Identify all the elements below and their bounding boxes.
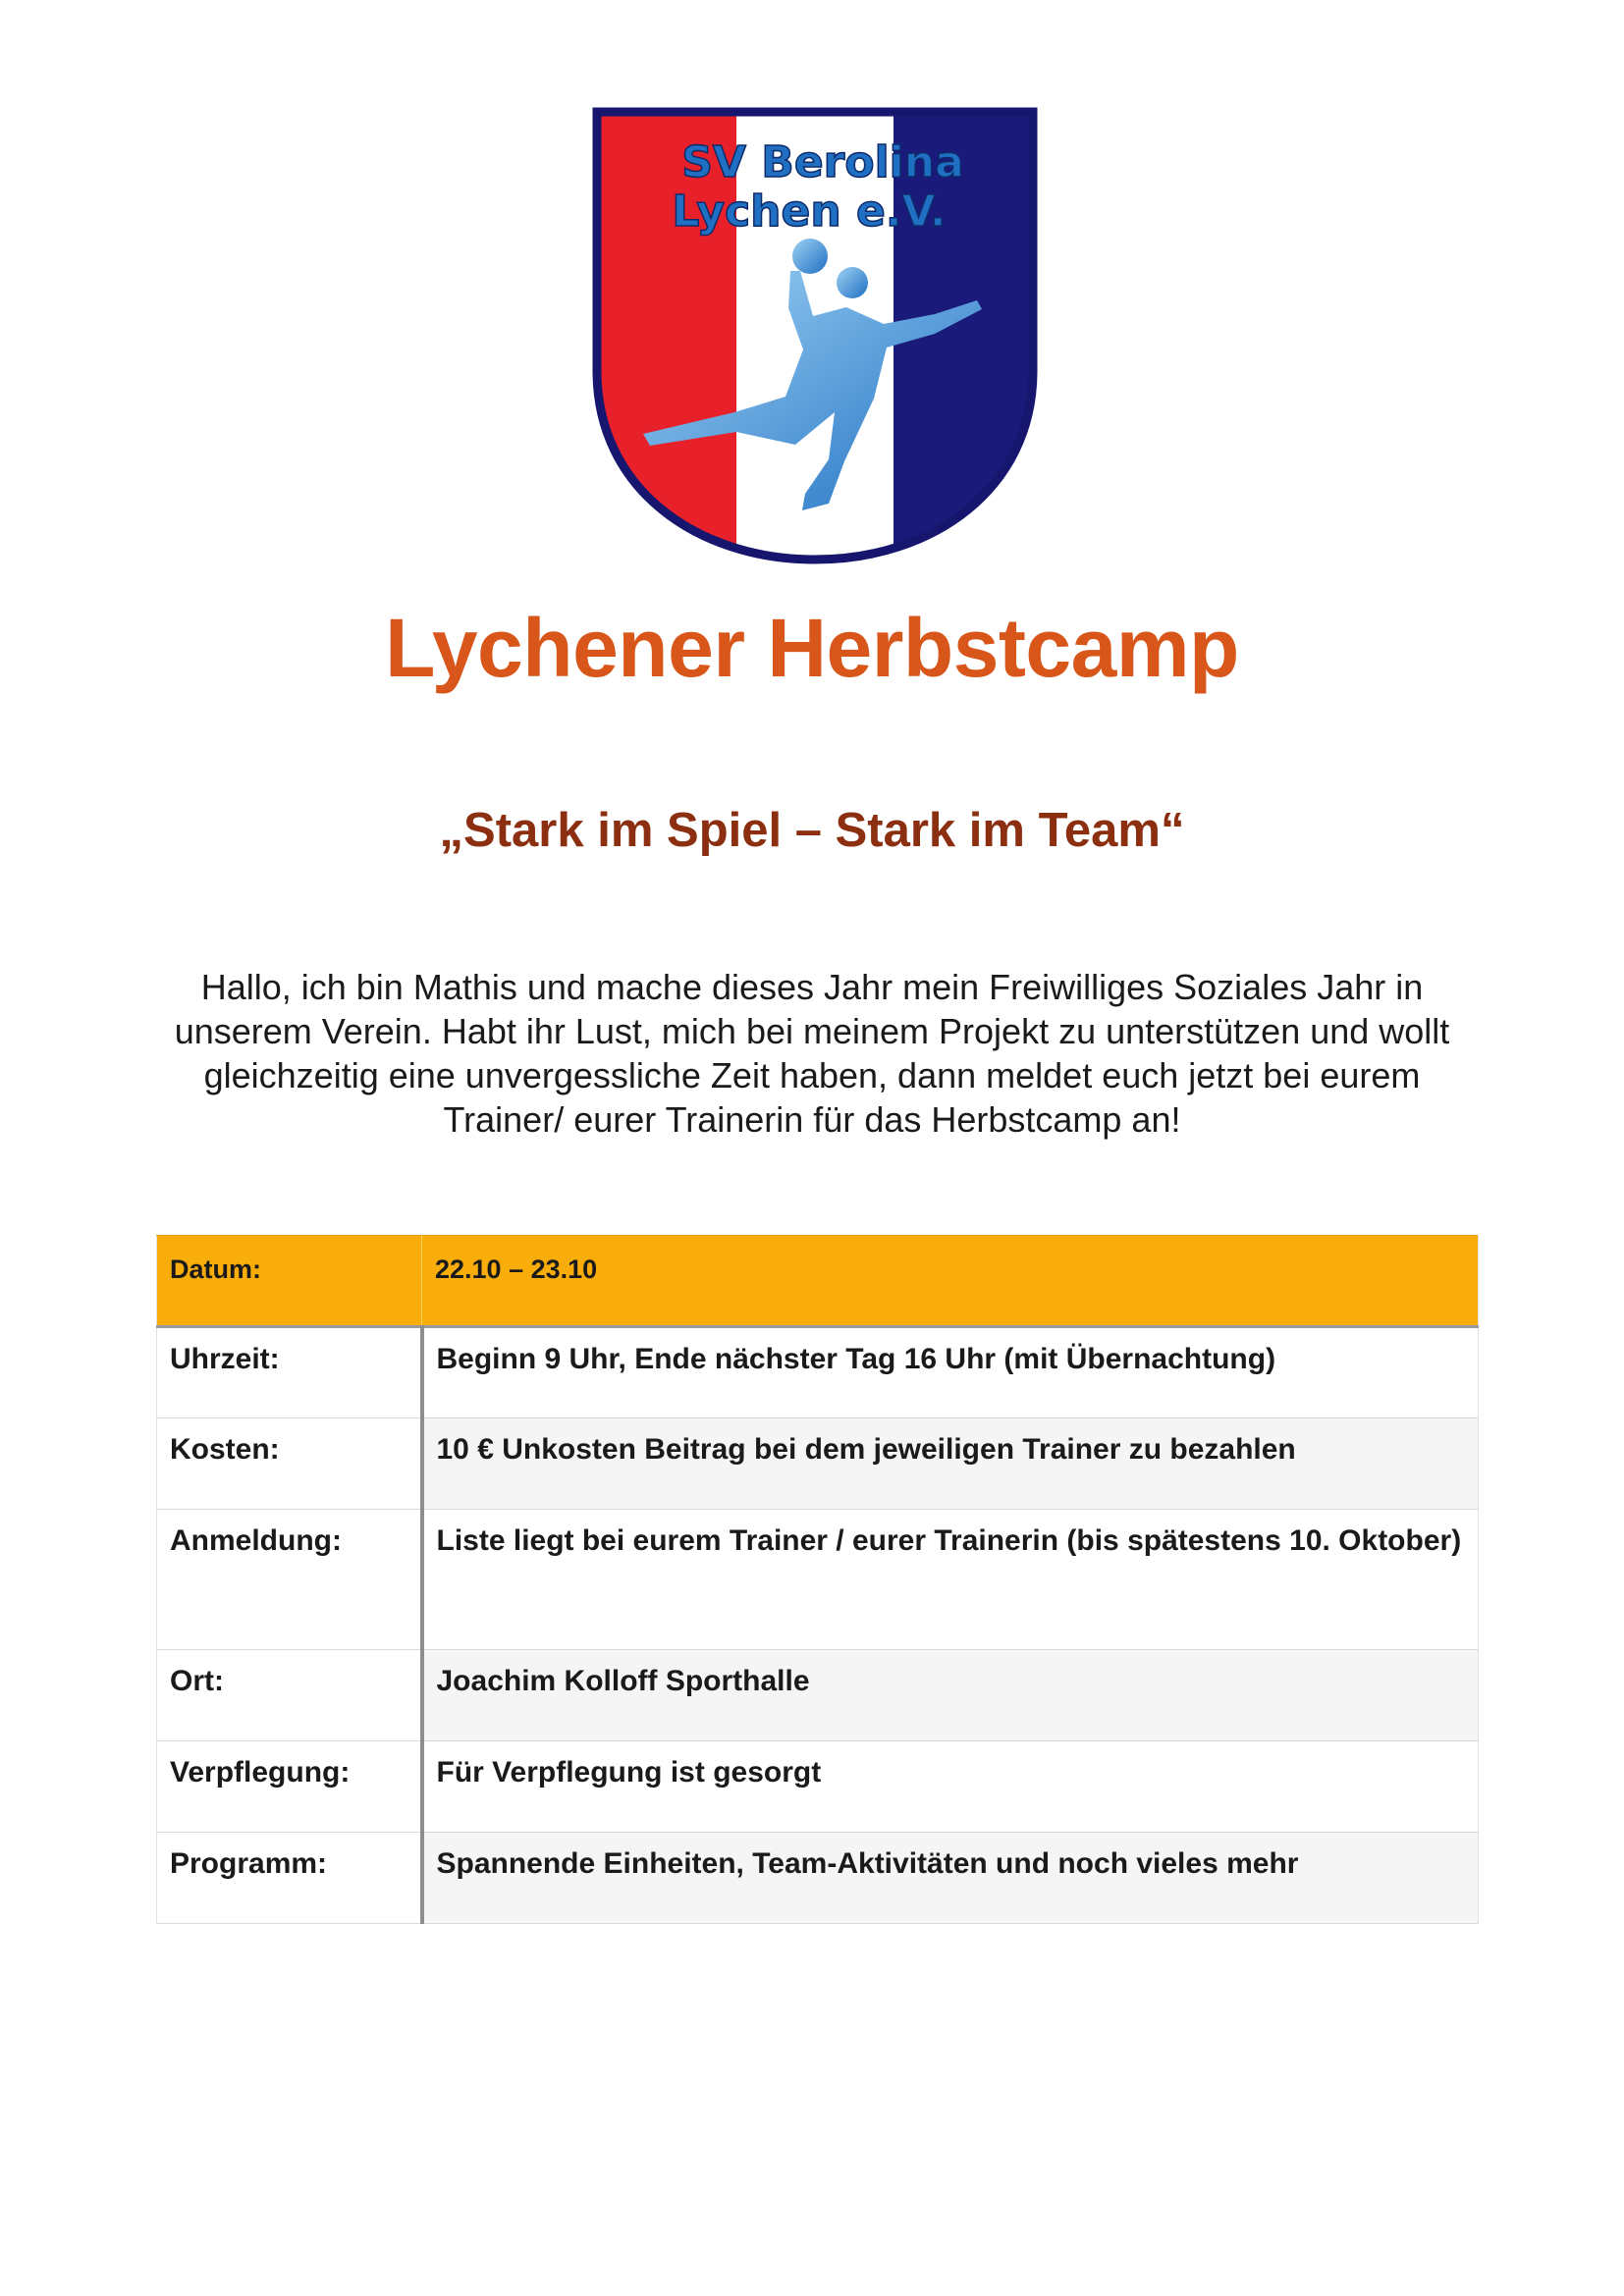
table-row xyxy=(157,1327,1479,1418)
row-value-uhrzeit: Beginn 9 Uhr, Ende nächster Tag 16 Uhr (mit Übernachtung) xyxy=(422,1327,1479,1418)
table-row xyxy=(157,1650,1479,1741)
row-label-ort: Ort: xyxy=(157,1650,422,1741)
row-value-programm: Spannende Einheiten, Team-Aktivitäten und noch vieles mehr xyxy=(422,1833,1479,1924)
row-label-datum: Datum: xyxy=(157,1236,422,1327)
row-label-programm: Programm: xyxy=(157,1833,422,1924)
row-label-kosten: Kosten: xyxy=(157,1418,422,1510)
row-value-ort: Joachim Kolloff Sporthalle xyxy=(422,1650,1479,1741)
row-value-kosten: 10 € Unkosten Beitrag bei dem jeweiligen Trainer zu bezahlen xyxy=(422,1418,1479,1510)
row-value-datum: 22.10 – 23.10 xyxy=(422,1236,1479,1327)
table-row xyxy=(157,1236,1479,1327)
table-row xyxy=(157,1741,1479,1833)
table-row xyxy=(157,1418,1479,1510)
row-value-verpflegung: Für Verpflegung ist gesorgt xyxy=(422,1741,1479,1833)
page-title: Lychener Herbstcamp xyxy=(385,602,1239,694)
info-table xyxy=(156,1235,1479,1924)
intro-paragraph: Hallo, ich bin Mathis und mache dieses Jahr mein Freiwilliges Soziales Jahr in unserem Verein. Habt ihr Lust, mich bei meinem Projekt zu unterstützen und wollt gleichzeitig eine unvergessliche Zeit haben, dann meldet euch jetzt bei eurem Trainer/ eurer Trainerin für das Herbstcamp an! xyxy=(174,967,1450,1140)
row-value-anmeldung: Liste liegt bei eurem Trainer / eurer Trainerin (bis spätestens 10. Oktober) xyxy=(422,1510,1479,1650)
table-row xyxy=(157,1510,1479,1650)
row-label-anmeldung: Anmeldung: xyxy=(157,1510,422,1650)
page-subtitle: „Stark im Spiel – Stark im Team“ xyxy=(439,804,1185,857)
table-row xyxy=(157,1833,1479,1924)
club-logo xyxy=(589,106,1041,567)
logo-text-line1: SV Berolina xyxy=(681,137,964,187)
row-label-uhrzeit: Uhrzeit: xyxy=(157,1327,422,1418)
logo-text-line2: Lychen e.V. xyxy=(672,187,947,237)
club-crest-emblem xyxy=(589,106,1041,567)
row-label-verpflegung: Verpflegung: xyxy=(157,1741,422,1833)
